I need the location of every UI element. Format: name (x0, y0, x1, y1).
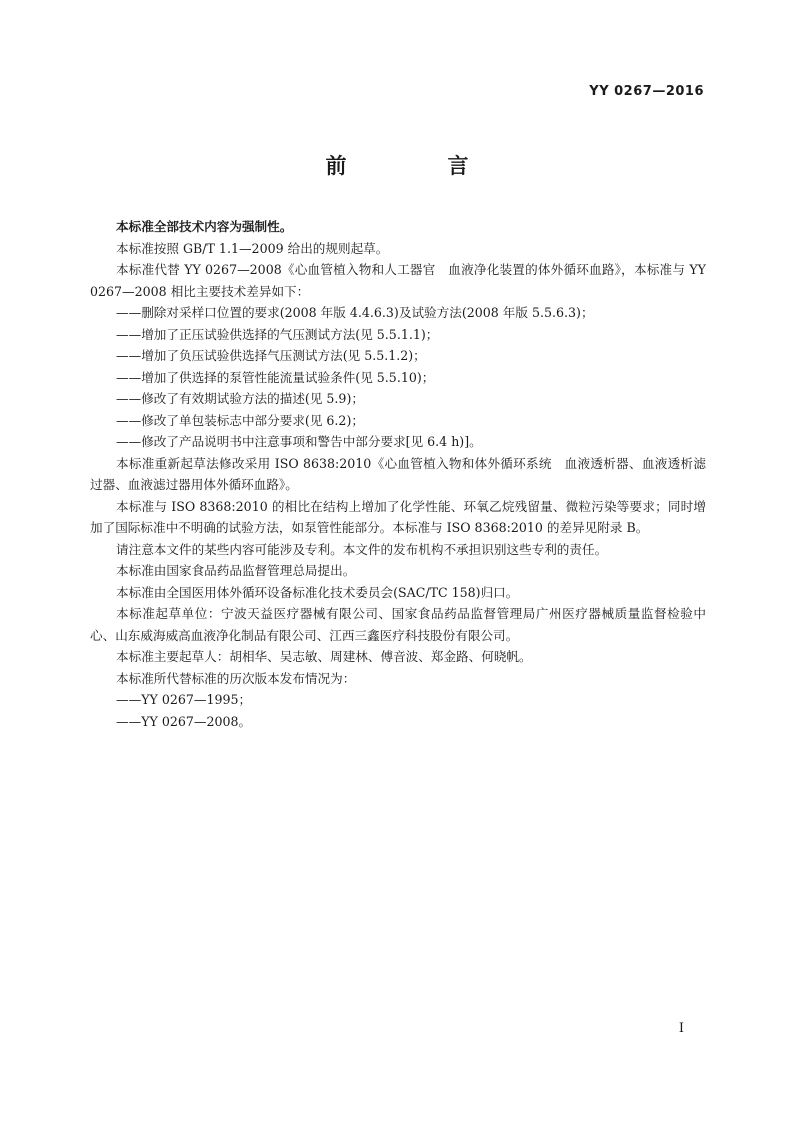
paragraph-iso-differences: 本标准与 ISO 8368:2010 的相比在结构上增加了化学性能、环氧乙烷残留量、微粒污染等要求；同时增加了国际标准中不明确的试验方法，如泵管性能部分。本标准与 ISO 8368:2010 的差异见附录 B。 (90, 498, 706, 535)
paragraph-drafting-units: 本标准起草单位：宁波天益医疗器械有限公司、国家食品药品监督管理局广州医疗器械质量监督检验中心、山东威海威高血液净化制品有限公司、江西三鑫医疗科技股份有限公司。 (90, 606, 706, 643)
list-item-edition: ——YY 0267—2008。 (116, 713, 252, 729)
paragraph-committee: 本标准由全国医用体外循环设备标准化技术委员会(SAC/TC 158)归口。 (116, 584, 519, 600)
list-item-change: ——增加了负压试验供选择气压测试方法(见 5.5.1.2)； (116, 348, 426, 363)
list-item-change: ——删除对采样口位置的要求(2008 年版 4.4.6.3)及试验方法(2008 年版 5.5.6.3)； (116, 305, 594, 320)
list-item-change: ——增加了供选择的泵管性能流量试验条件(见 5.5.10)； (116, 369, 435, 385)
list-item-change: ——修改了单包装标志中部分要求(见 6.2)； (116, 412, 364, 428)
paragraph-previous-editions: 本标准所代替标准的历次版本发布情况为： (116, 670, 356, 686)
paragraph-patent-notice: 请注意本文件的某些内容可能涉及专利。本文件的发布机构不承担识别这些专利的责任。 (116, 541, 608, 557)
foreword-body (90, 216, 706, 732)
paragraph-drafters: 本标准主要起草人：胡相华、吴志敏、周建林、傅音波、郑金路、何晓帆。 (116, 649, 532, 664)
standard-number: YY 0267—2016 (589, 84, 704, 99)
paragraph-iso-adoption: 本标准重新起草法修改采用 ISO 8638:2010《心血管植入物和体外循环系统 血液透析器、血液透析滤过器、血液滤过器用体外循环血路》。 (90, 455, 706, 492)
page-title: 前 言 (325, 154, 509, 178)
paragraph-replacement: 本标准代替 YY 0267—2008《心血管植入物和人工器官 血液净化装置的体外循环血路》，本标准与 YY 0267—2008 相比主要技术差异如下： (90, 262, 706, 299)
page-number: I (678, 1021, 684, 1036)
list-item-change: ——修改了产品说明书中注意事项和警告中部分要求[见 6.4 h)]。 (116, 434, 482, 449)
paragraph-drafting-rules: 本标准按照 GB/T 1.1—2009 给出的规则起草。 (116, 240, 389, 256)
list-item-edition: ——YY 0267—1995； (116, 692, 252, 707)
paragraph-proposer: 本标准由国家食品药品监督管理总局提出。 (116, 563, 356, 578)
list-item-change: ——增加了正压试验供选择的气压测试方法(见 5.5.1.1)； (116, 326, 439, 342)
list-item-change: ——修改了有效期试验方法的描述(见 5.9)； (116, 391, 364, 406)
paragraph-mandatory-statement: 本标准全部技术内容为强制性。 (116, 219, 293, 234)
